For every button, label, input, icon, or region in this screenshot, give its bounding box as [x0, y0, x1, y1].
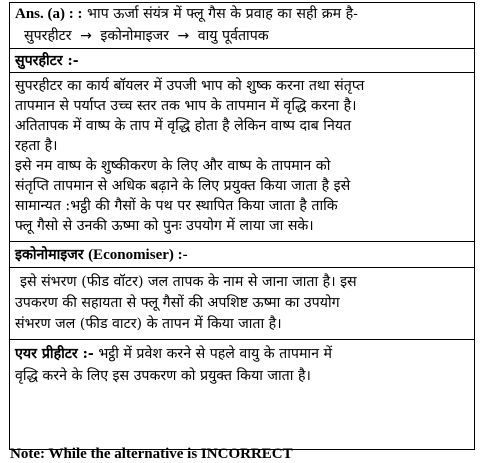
- economiser-heading: [15, 246, 188, 264]
- divider: [10, 72, 474, 73]
- superheater-line: संतृप्ति तापमान से अधिक बढ़ाने के लिए प्रयुक्त किया जाता है इसे: [15, 178, 351, 194]
- superheater-line: सुपरहीटर का कार्य बॉयलर में उपजी भाप को शुष्क करना तथा संतृप्त: [15, 78, 365, 94]
- superheater-line: इसे नम वाष्प के शुष्कीकरण के लिए और वाष्प के तापमान को: [15, 158, 331, 174]
- superheater-line: फ्लू गैसो से उनकी ऊष्मा को पुनः उपयोग में लाया जा सके।: [15, 218, 314, 234]
- right-arrow-icon: →: [80, 28, 92, 44]
- economiser-heading-english: (Economiser) :-: [88, 247, 188, 263]
- preheater-text: भट्ठी में प्रवेश करने से पहले वायु के तापमान में: [98, 346, 332, 362]
- economiser-heading-hindi: इकोनोमाइजर: [15, 247, 84, 263]
- economiser-line: इसे संभरण (फीड वॉटर) जल तापक के नाम से जाना जाता है। इस: [20, 274, 357, 290]
- superheater-line: तापमान से पर्याप्त उच्च स्तर तक भाप के तापमान में वृद्धि करना है।: [15, 98, 357, 114]
- next-section-text-content: Note: While the alternative is INCORRECT: [10, 446, 293, 462]
- preheater-line: [15, 345, 332, 363]
- sequence-item-air-preheater: वायु पूर्वतापक: [197, 28, 269, 44]
- answer-box: [9, 2, 475, 450]
- divider: [10, 241, 474, 242]
- divider: [10, 339, 474, 340]
- next-section-text: [10, 446, 490, 463]
- sequence-item-economiser: इकोनोमाइजर: [100, 28, 169, 44]
- sequence-item-superheater: सुपरहीटर: [24, 28, 72, 44]
- economiser-line: संभरण जल (फीड वाटर) के तापन में किया जाता है।: [15, 316, 282, 332]
- answer-label: Ans. (a) : :: [15, 6, 83, 22]
- flow-sequence: [24, 27, 269, 45]
- superheater-heading: सुपरहीटर :-: [15, 53, 79, 69]
- superheater-line: सामान्यत :भट्ठी की गैसों के पथ पर स्थापित किया जाता है ताकि: [15, 198, 338, 214]
- divider: [10, 48, 474, 49]
- question-text: भाप ऊर्जा संयंत्र में फ्लू गैस के प्रवाह का सही क्रम है-: [87, 6, 358, 22]
- superheater-line: रहता है।: [15, 138, 58, 154]
- superheater-line: अतितापक में वाष्प के ताप में वृद्धि होता है लेकिन वाष्प दाब नियत: [15, 118, 352, 134]
- answer-header: [15, 5, 358, 23]
- preheater-line: वृद्धि करने के लिए इस उपकरण को प्रयुक्त किया जाता है।: [15, 368, 311, 384]
- preheater-heading: एयर प्रीहीटर :-: [15, 346, 94, 362]
- economiser-line: उपकरण की सहायता से फ्लू गैसों की अपशिष्ट ऊष्मा का उपयोग: [15, 295, 340, 311]
- right-arrow-icon: →: [177, 28, 190, 44]
- divider: [10, 267, 474, 268]
